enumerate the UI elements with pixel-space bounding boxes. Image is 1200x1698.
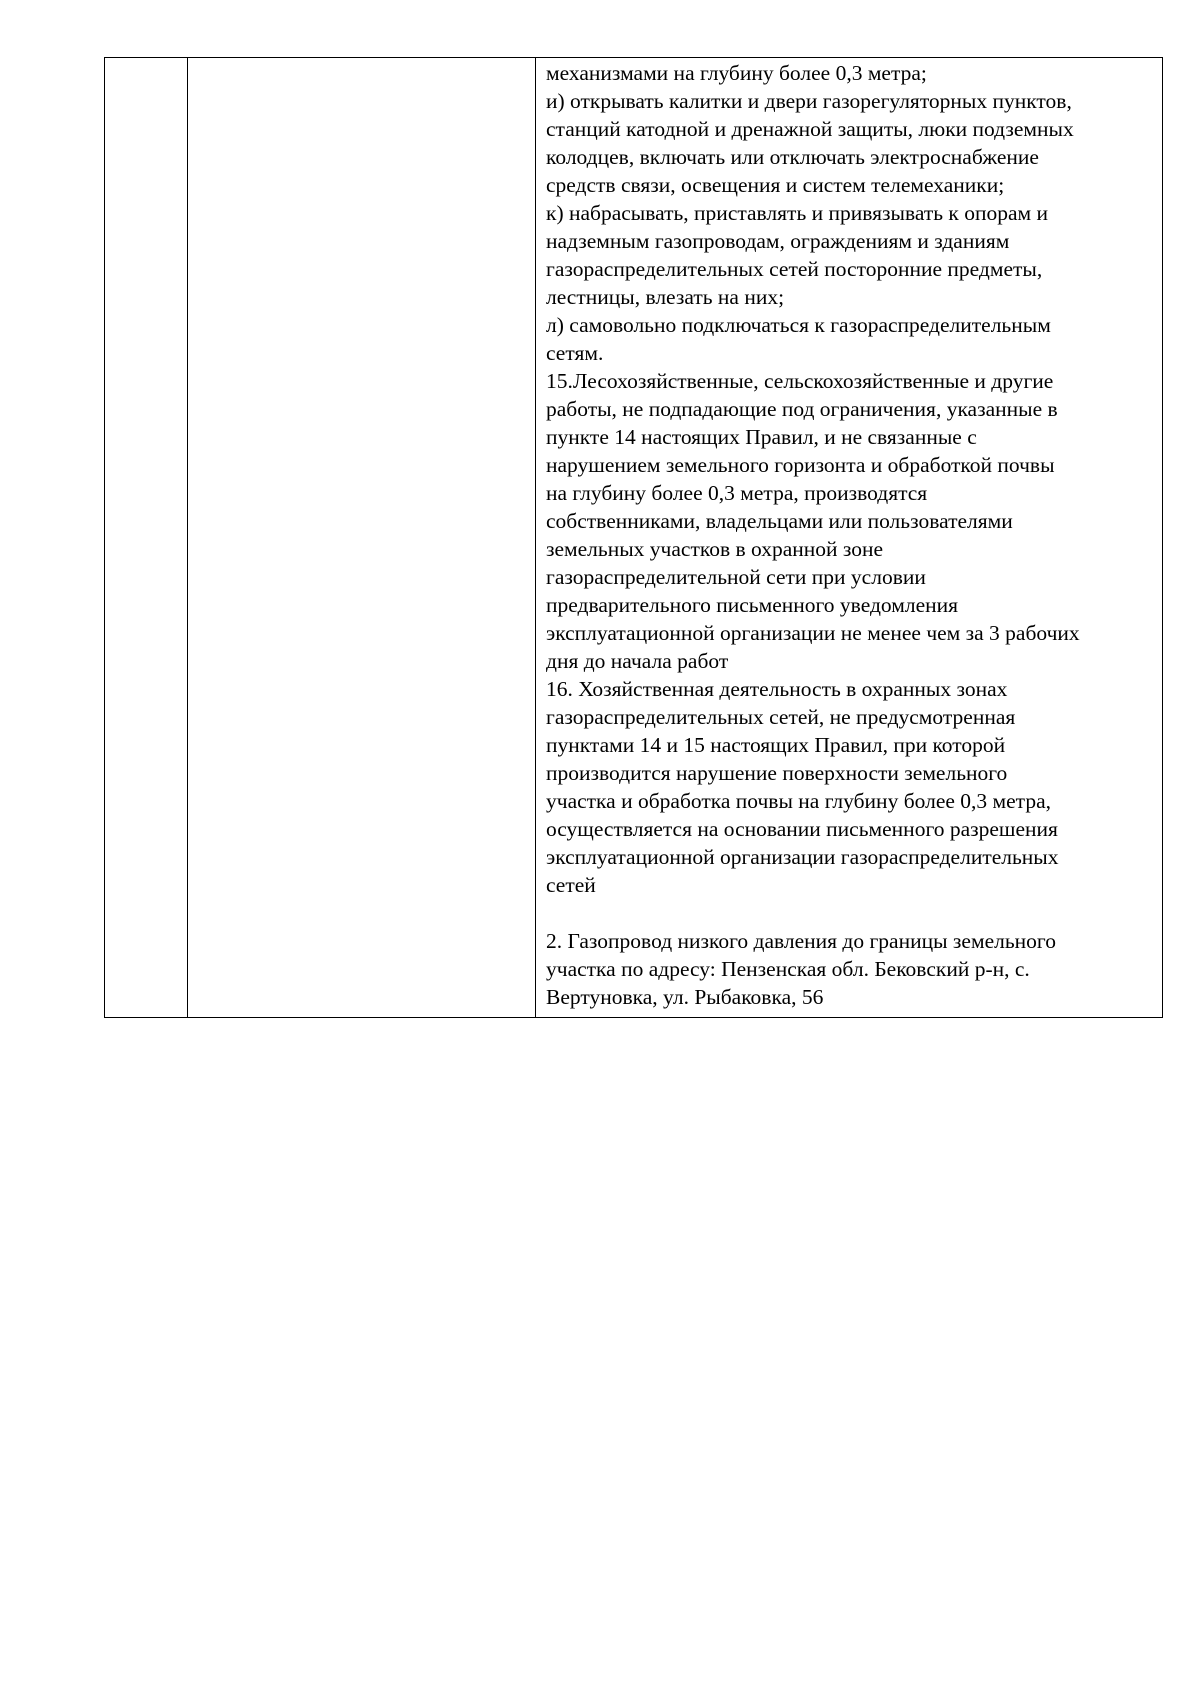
text-line: и) открывать калитки и двери газорегуляторных пунктов, [546,89,1072,113]
text-line: работы, не подпадающие под ограничения, указанные в [546,397,1058,421]
text-line: на глубину более 0,3 метра, производятся [546,481,928,505]
document-table [104,57,1163,1018]
text-line: сетям. [546,341,604,365]
text-line: л) самовольно подключаться к газораспределительным [546,313,1051,337]
text-line: газораспределительных сетей, не предусмотренная [546,705,1016,729]
text-line: средств связи, освещения и систем телемеханики; [546,173,1005,197]
text-line: производится нарушение поверхности земельного [546,761,1008,785]
table-cell-content [536,58,1163,1018]
text-line: газораспределительной сети при условии [546,565,926,589]
text-line: к) набрасывать, приставлять и привязывать к опорам и [546,201,1048,225]
text-line: механизмами на глубину более 0,3 метра; [546,61,927,85]
text-line: участка и обработка почвы на глубину более 0,3 метра, [546,789,1052,813]
text-line: 2. Газопровод низкого давления до границы земельного [546,929,1056,953]
text-line: собственниками, владельцами или пользователями [546,509,1013,533]
text-line [546,899,1154,927]
text-line: дня до начала работ [546,649,729,673]
text-line: нарушением земельного горизонта и обработкой почвы [546,453,1055,477]
cell-text-name [188,58,535,65]
table-cell-name [188,58,536,1018]
text-line: 15.Лесохозяйственные, сельскохозяйственные и другие [546,369,1054,393]
text-line: пункте 14 настоящих Правил, и не связанные с [546,425,977,449]
table-cell-number [105,58,188,1018]
text-line: эксплуатационной организации не менее чем за 3 рабочих [546,621,1080,645]
text-line: сетей [546,873,596,897]
text-line: пунктами 14 и 15 настоящих Правил, при которой [546,733,1006,757]
cell-text-content [536,58,1162,1017]
text-line: участка по адресу: Пензенская обл. Бековский р-н, с. [546,957,1030,981]
text-line: Вертуновка, ул. Рыбаковка, 56 [546,985,824,1009]
text-line: эксплуатационной организации газораспределительных [546,845,1059,869]
cell-text-number [105,58,187,65]
text-line: осуществляется на основании письменного разрешения [546,817,1058,841]
text-line: станций катодной и дренажной защиты, люки подземных [546,117,1074,141]
text-line: земельных участков в охранной зоне [546,537,884,561]
text-line: надземным газопроводам, ограждениям и зданиям [546,229,1010,253]
text-line: предварительного письменного уведомления [546,593,959,617]
table-row [105,58,1163,1018]
text-line: газораспределительных сетей посторонние предметы, [546,257,1043,281]
text-line: колодцев, включать или отключать электроснабжение [546,145,1039,169]
text-line: лестницы, влезать на них; [546,285,785,309]
text-line: 16. Хозяйственная деятельность в охранных зонах [546,677,1008,701]
